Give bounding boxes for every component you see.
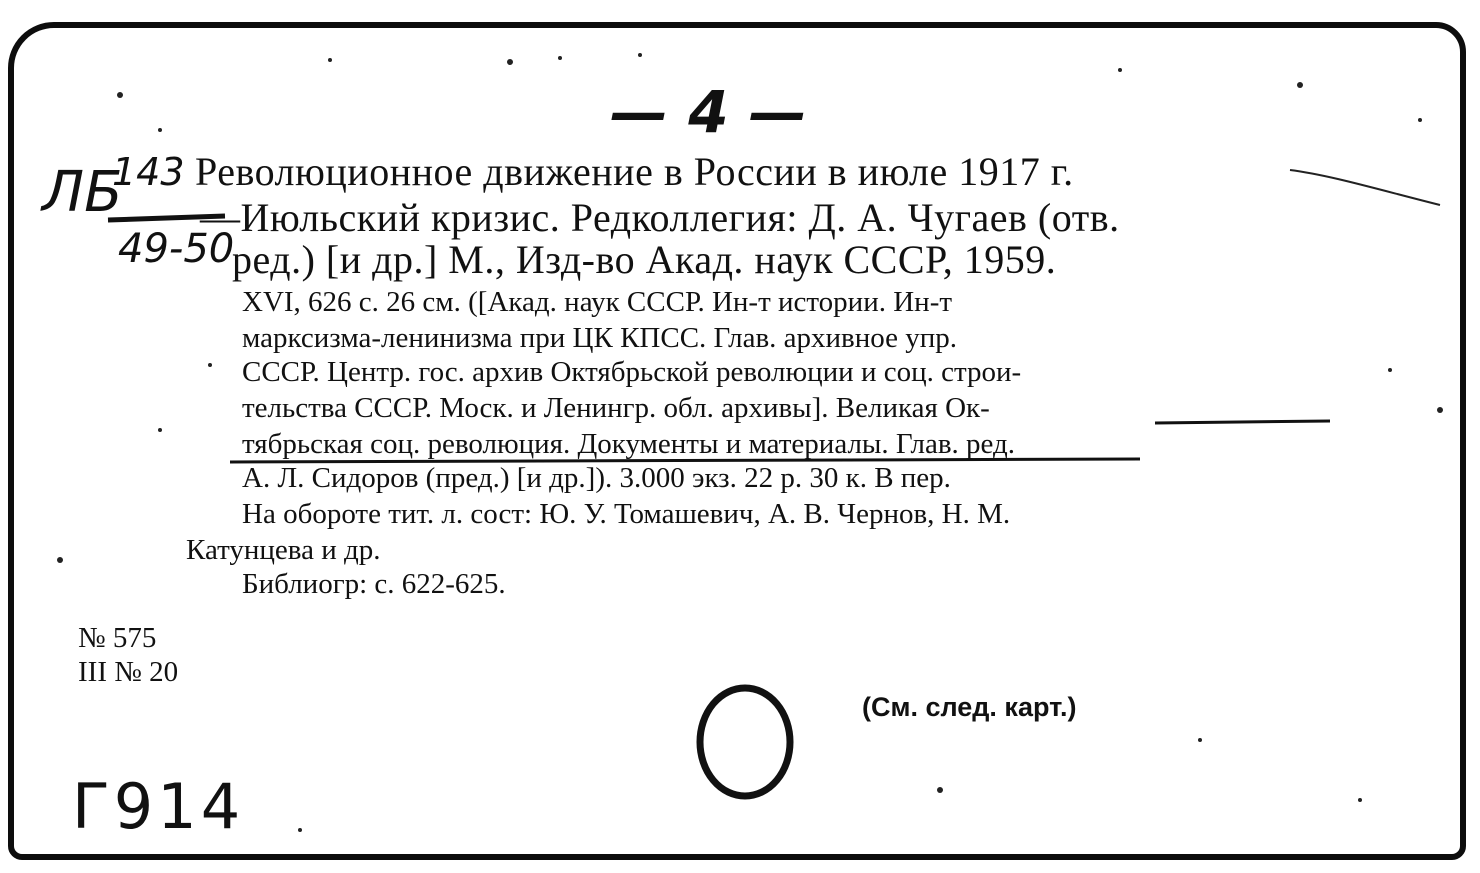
bottom-code-handwritten: Г914 <box>72 770 245 843</box>
body-line-6: А. Л. Сидоров (пред.) [и др.]). 3.000 экз. 22 р. 30 к. В пер. <box>242 462 951 494</box>
heading-line-3: ред.) [и др.] М., Изд-во Акад. наук СССР, 1959. <box>232 237 1057 282</box>
underlined-title-end: тябрьская соц. революция. Документы и материалы. <box>242 428 889 460</box>
body-line-4 <box>242 392 990 425</box>
shelf-code-top: 143 <box>112 150 185 194</box>
body-line-7: На обороте тит. л. сост: Ю. У. Томашевич, А. В. Чернов, Н. М. <box>242 498 1011 530</box>
body-line-5-text: Глав. ред. <box>895 428 1016 460</box>
punch-hole <box>700 688 790 796</box>
page-mark-handwritten: — 4 — <box>610 78 807 146</box>
body-line-3: СССР. Центр. гос. архив Октябрьской революции и соц. строи- <box>242 356 1022 388</box>
scribble-line <box>1290 170 1440 205</box>
body-line-8: Катунцева и др. <box>186 534 381 566</box>
shelf-code-bottom: 49-50 <box>118 226 235 272</box>
body-line-5 <box>242 428 1015 461</box>
heading-line-1: Революционное движение в России в июле 1917 г. <box>195 149 1074 194</box>
heading-line-2: —Июльский кризис. Редколлегия: Д. А. Чугаев (отв. <box>200 195 1120 240</box>
body-line-2: марксизма-ленинизма при ЦК КПСС. Глав. архивное упр. <box>242 322 958 354</box>
body-line-4-text: тельства СССР. Моск. и Ленингр. обл. архивы]. <box>242 392 829 424</box>
body-line-9: Библиогр: с. 622-625. <box>242 568 506 600</box>
continued-note: (См. след. карт.) <box>862 692 1077 722</box>
card-number: № 575 <box>78 622 157 654</box>
underlined-title-start: Великая Ок- <box>835 392 990 424</box>
body-line-1: XVI, 626 с. 26 см. ([Акад. наук СССР. Ин-т истории. Ин-т <box>242 286 953 318</box>
series-number: III № 20 <box>78 656 179 688</box>
shelf-code-left: ЛБ <box>42 160 123 225</box>
pen-underline-1 <box>1155 421 1330 423</box>
